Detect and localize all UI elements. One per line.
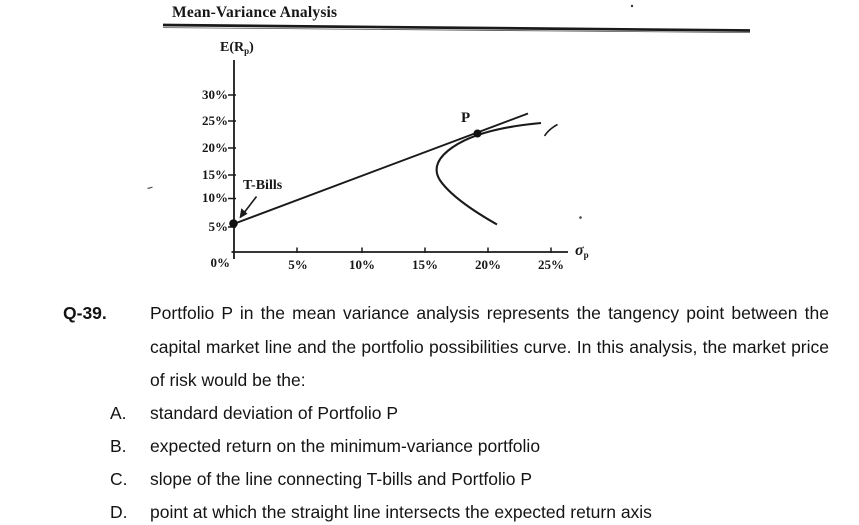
- point-p-label: P: [461, 110, 471, 126]
- speck-mid: [579, 216, 582, 219]
- tangency-point-p: [474, 130, 482, 138]
- option-a-letter: A.: [110, 403, 127, 423]
- y-tick-25: 25%: [202, 113, 228, 128]
- y-tick-5: 5%: [208, 219, 228, 234]
- figure-title: Mean-Variance Analysis: [172, 4, 338, 21]
- speck-top: [631, 5, 633, 7]
- option-a-text: standard deviation of Portfolio P: [150, 403, 399, 423]
- x-tick-20: 20%: [475, 257, 501, 272]
- origin-tick: 0%: [210, 255, 230, 270]
- question-line-3: of risk would be the:: [150, 370, 306, 390]
- question-line-2: capital market line and the portfolio possibilities curve. In this analysis, the market price: [150, 336, 829, 357]
- title-rule: [163, 25, 750, 31]
- option-c-text: slope of the line connecting T-bills and Portfolio P: [150, 469, 532, 489]
- tbills-point: [229, 219, 238, 228]
- x-tick-10: 10%: [349, 257, 375, 272]
- tbills-label: T-Bills: [243, 178, 283, 193]
- option-d-letter: D.: [110, 502, 128, 522]
- option-d-text: point at which the straight line intersects the expected return axis: [150, 502, 652, 522]
- capital-market-line: [234, 114, 529, 225]
- question-number: Q-39.: [63, 303, 107, 323]
- y-tick-15: 15%: [202, 167, 228, 182]
- y-tick-20: 20%: [202, 140, 228, 155]
- y-axis-title: $E(R_p)$: [220, 40, 254, 56]
- speck-left: [148, 187, 153, 188]
- portfolio-possibilities-curve: [437, 123, 541, 225]
- stray-mark: [545, 125, 558, 137]
- x-tick-5: 5%: [288, 257, 308, 272]
- x-tick-25: 25%: [538, 257, 564, 272]
- y-tick-30: 30%: [202, 87, 228, 102]
- option-b-text: expected return on the minimum-variance portfolio: [150, 436, 541, 456]
- option-c-letter: C.: [110, 469, 128, 489]
- x-tick-15: 15%: [412, 257, 438, 272]
- question-line-1: Portfolio P in the mean variance analysis represents the tangency point between the: [150, 303, 829, 323]
- tbills-arrow-shaft: [244, 197, 257, 214]
- option-b-letter: B.: [110, 436, 127, 456]
- x-axis-title: $\sigma_p$: [575, 242, 589, 260]
- question-stem: [150, 297, 829, 398]
- y-tick-10: 10%: [202, 190, 228, 205]
